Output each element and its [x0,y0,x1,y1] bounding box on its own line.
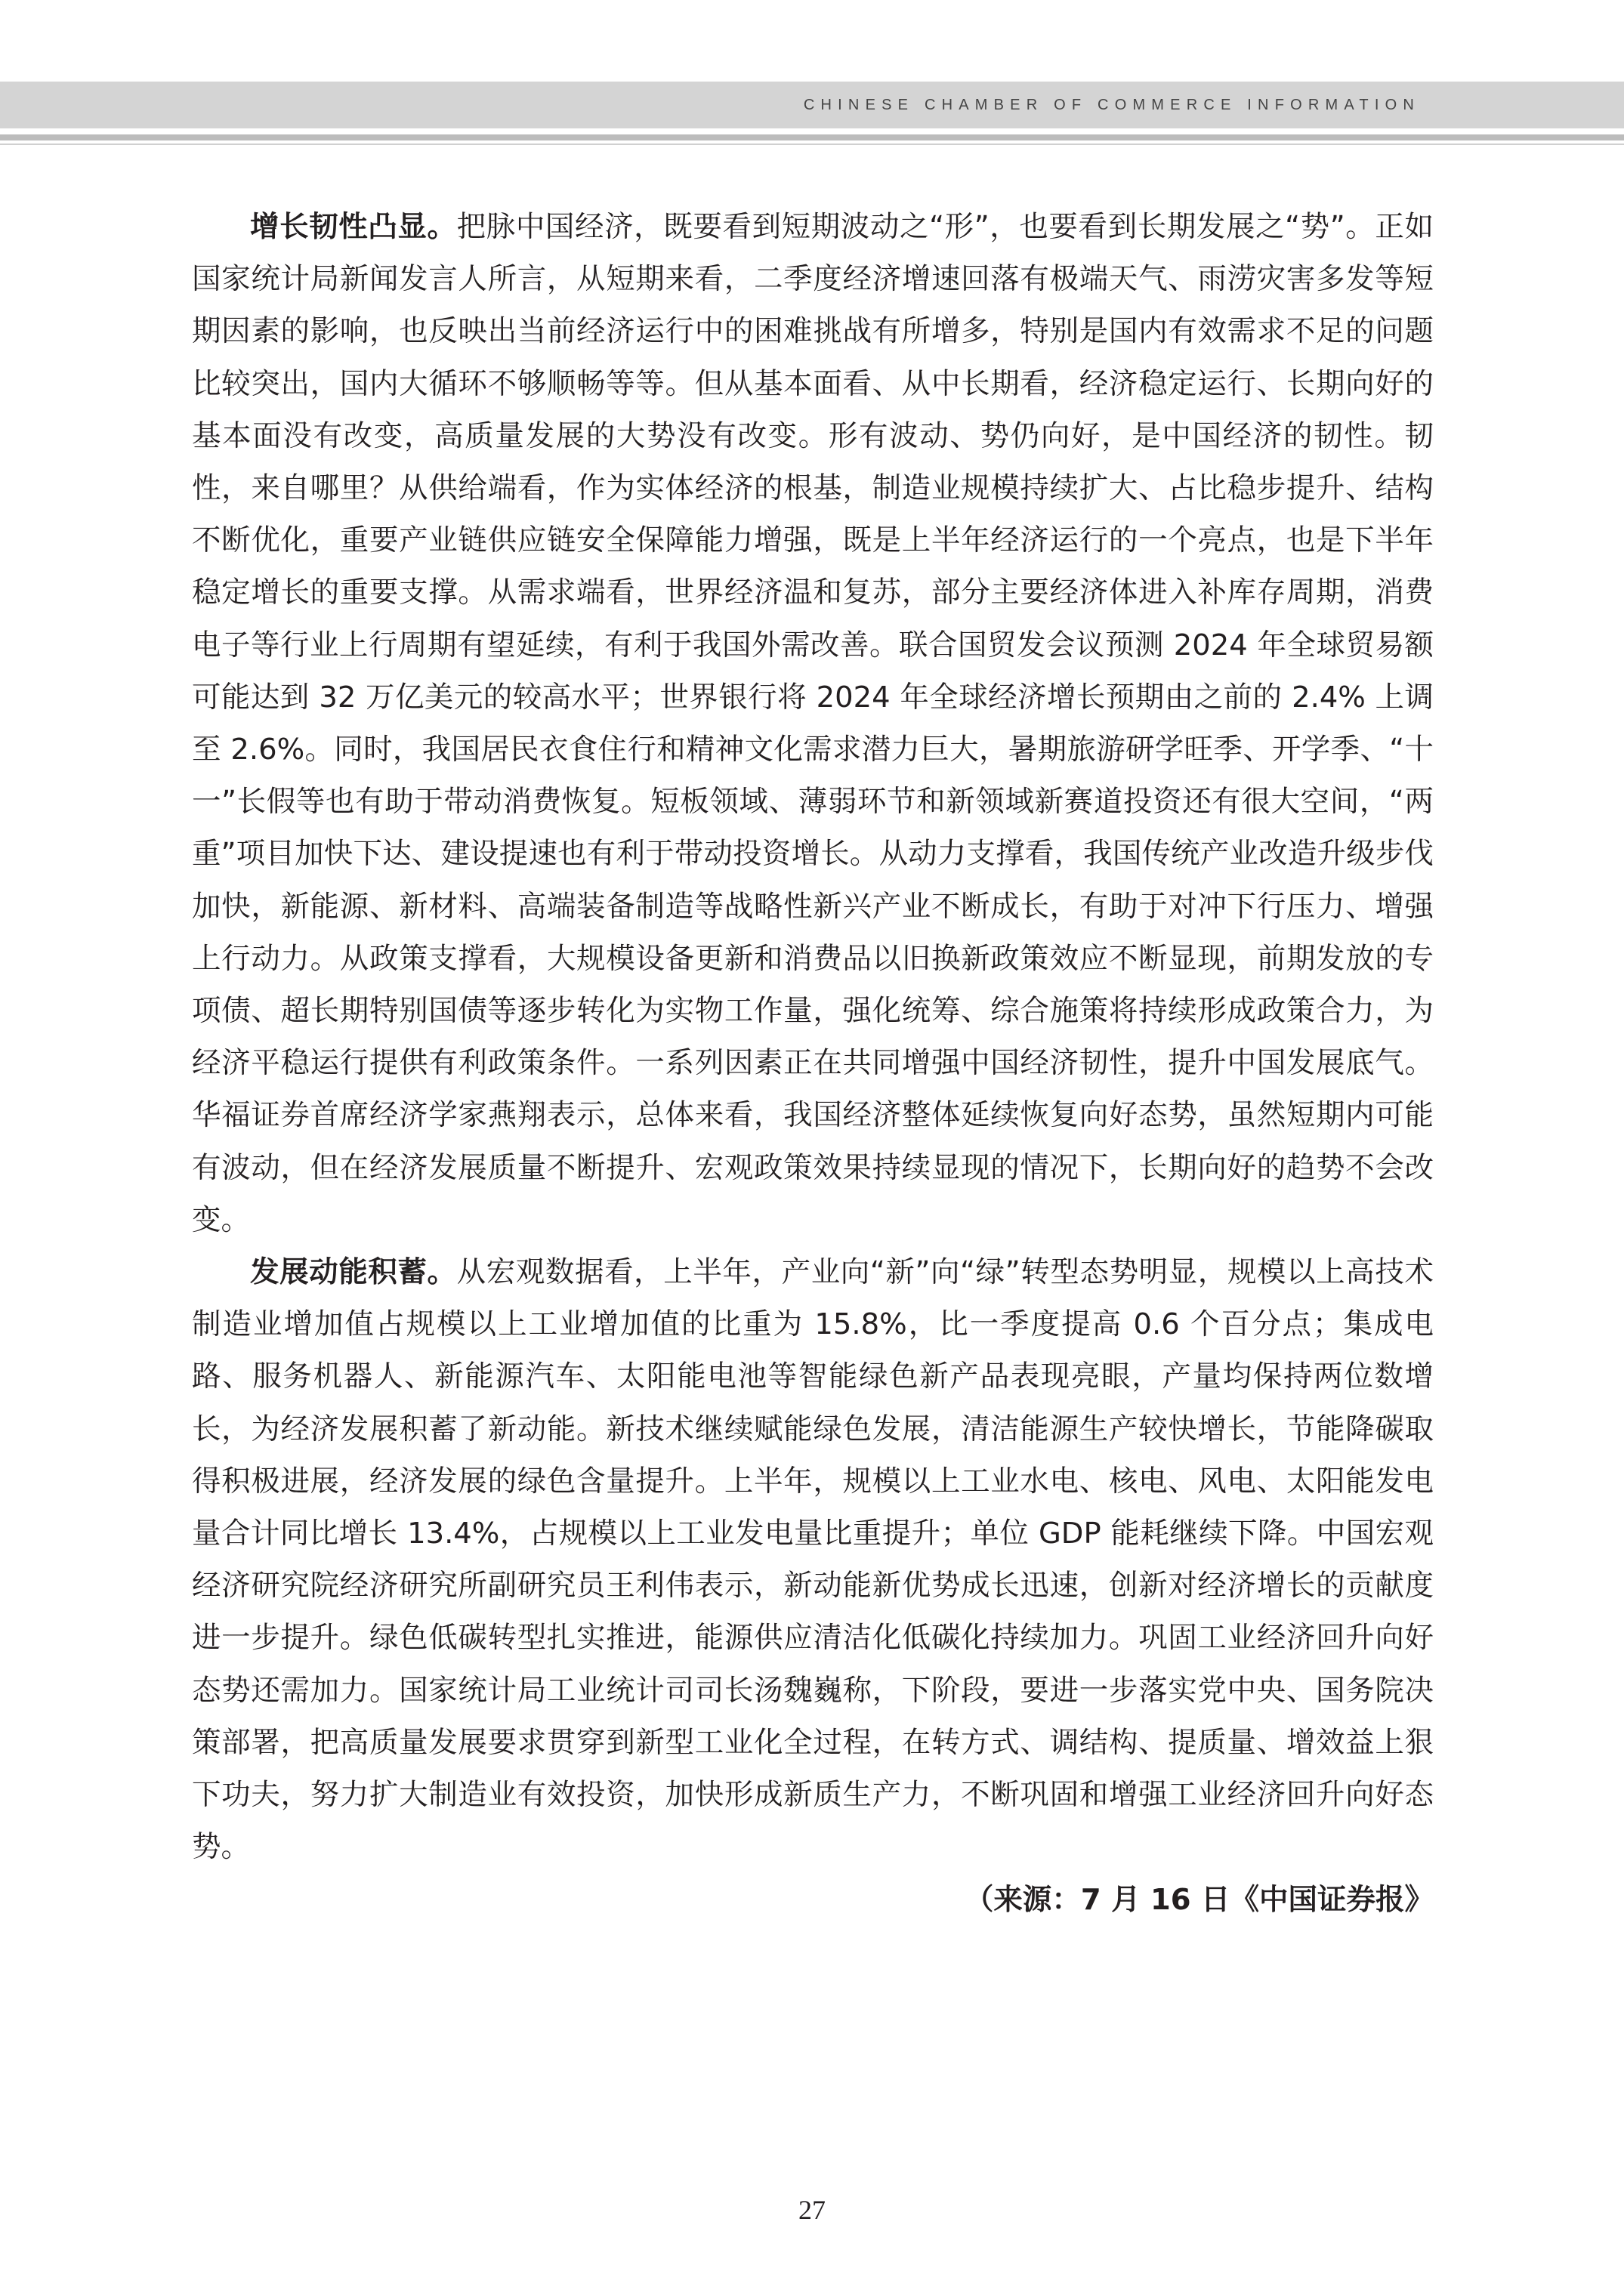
paragraph-development-momentum [192,1246,1434,1873]
page-number: 27 [798,2195,826,2225]
header-rule [0,134,1624,140]
source-citation: （来源：7 月 16 日《中国证券报》 [964,1882,1434,1917]
article-body [192,201,1434,1926]
publication-title: CHINESE CHAMBER OF COMMERCE INFORMATION [803,97,1420,113]
paragraph-growth-resilience [192,201,1434,1246]
paragraph-text: 从宏观数据看，上半年，产业向“新”向“绿”转型态势明显，规模以上高技术制造业增加值占规模以上工业增加值的比重为 15.8%，比一季度提高 0.6 个百分点；集成电路、服务机器人、新能源汽车、太阳能电池等智能绿色新产品表现亮眼，产量均保持两位数增长，为经济发展积蓄了新动能。新技术继续赋能绿色发展，清洁能源生产较快增长，节能降碳取得积极进展，经济发展的绿色含量提升。上半年，规模以上工业水电、核电、风电、太阳能发电量合计同比增长 13.4%，占规模以上工业发电量比重提升；单位 GDP 能耗继续下降。中国宏观经济研究院经济研究所副研究员王利伟表示，新动能新优势成长迅速，创新对经济增长的贡献度进一步提升。绿色低碳转型扎实推进，能源供应清洁化低碳化持续加力。巩固工业经济回升向好态势还需加力。国家统计局工业统计司司长汤魏巍称，下阶段，要进一步落实党中央、国务院决策部署，把高质量发展要求贯穿到新型工业化全过程，在转方式、调结构、提质量、增效益上狠下功夫，努力扩大制造业有效投资，加快形成新质生产力，不断巩固和增强工业经济回升向好态势。 [192,1255,1434,1865]
paragraph-text: 把脉中国经济，既要看到短期波动之“形”，也要看到长期发展之“势”。正如国家统计局新闻发言人所言，从短期来看，二季度经济增速回落有极端天气、雨涝灾害多发等短期因素的影响，也反映出当前经济运行中的困难挑战有所增多，特别是国内有效需求不足的问题比较突出，国内大循环不够顺畅等等。但从基本面看、从中长期看，经济稳定运行、长期向好的基本面没有改变，高质量发展的大势没有改变。形有波动、势仍向好，是中国经济的韧性。韧性，来自哪里？从供给端看，作为实体经济的根基，制造业规模持续扩大、占比稳步提升、结构不断优化，重要产业链供应链安全保障能力增强，既是上半年经济运行的一个亮点，也是下半年稳定增长的重要支撑。从需求端看，世界经济温和复苏，部分主要经济体进入补库存周期，消费电子等行业上行周期有望延续，有利于我国外需改善。联合国贸发会议预测 2024 年全球贸易额可能达到 32 万亿美元的较高水平；世界银行将 2024 年全球经济增长预期由之前的 2.4% 上调至 2.6%。同时，我国居民衣食住行和精神文化需求潜力巨大，暑期旅游研学旺季、开学季、“十一”长假等也有助于带动消费恢复。短板领域、薄弱环节和新领域新赛道投资还有很大空间，“两重”项目加快下达、建设提速也有利于带动投资增长。从动力支撑看，我国传统产业改造升级步伐加快，新能源、新材料、高端装备制造等战略性新兴产业不断成长，有助于对冲下行压力、增强上行动力。从政策支撑看，大规模设备更新和消费品以旧换新政策效应不断显现，前期发放的专项债、超长期特别国债等逐步转化为实物工作量，强化统筹、综合施策将持续形成政策合力，为经济平稳运行提供有利政策条件。一系列因素正在共同增强中国经济韧性，提升中国发展底气。华福证券首席经济学家燕翔表示，总体来看，我国经济整体延续恢复向好态势，虽然短期内可能有波动，但在经济发展质量不断提升、宏观政策效果持续显现的情况下，长期向好的趋势不会改变。 [192,210,1434,1237]
paragraph-lead: 增长韧性凸显。 [250,210,457,244]
paragraph-lead: 发展动能积蓄。 [250,1255,457,1290]
header-rule-thin [0,144,1624,145]
